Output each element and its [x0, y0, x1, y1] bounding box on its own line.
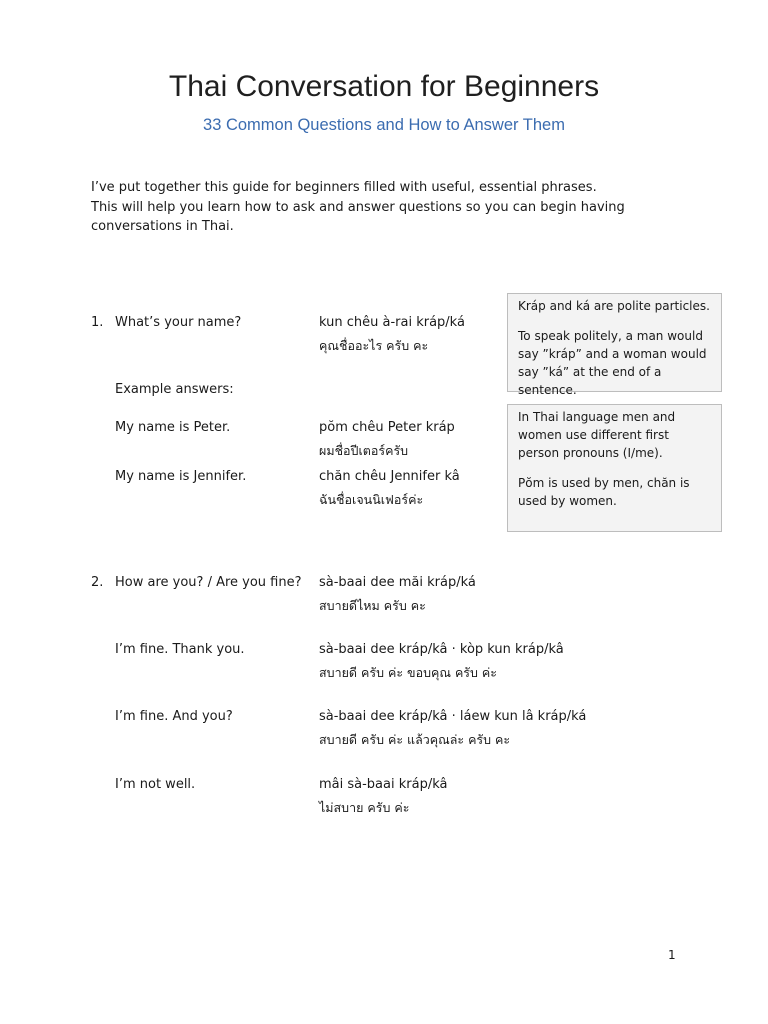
intro-paragraph: This will help you learn how to ask and answer questions so you can begin having conversations in Thai.: [91, 199, 625, 234]
note-box-pronouns: [507, 404, 722, 532]
note-paragraph: Kráp and ká are polite particles.: [518, 299, 710, 313]
note-paragraph: To speak politely, a man would say ”kráp” and a woman would say ”ká” at the end of a sentence.: [518, 329, 707, 397]
question-number: 1.: [91, 315, 104, 330]
note-paragraph: In Thai language men and women use different first person pronouns (I/me).: [518, 410, 676, 460]
page-subtitle: 33 Common Questions and How to Answer Them: [203, 116, 565, 134]
answer-english: My name is Jennifer.: [115, 469, 247, 484]
example-answers-label: Example answers:: [115, 382, 234, 397]
answer-english: I’m fine. Thank you.: [115, 642, 245, 657]
answer-english: I’m not well.: [115, 777, 196, 792]
intro-paragraph: I’ve put together this guide for beginners filled with useful, essential phrases.: [91, 180, 597, 195]
answer-transliteration: sà-baai dee kráp/kâ · kòp kun kráp/kâ: [319, 642, 564, 657]
answer-thai: ฉันชื่อเจนนิเฟอร์ค่ะ: [319, 492, 424, 507]
question-text: What’s your name?: [115, 315, 242, 330]
question-thai: สบายดีไหม ครับ คะ: [319, 598, 426, 613]
question-transliteration: kun chêu à-rai kráp/ká: [319, 315, 465, 330]
note-paragraph: Pŏm is used by men, chăn is used by women.: [518, 476, 690, 508]
question-thai: คุณชื่ออะไร ครับ คะ: [319, 338, 429, 353]
answer-thai: สบายดี ครับ ค่ะ ขอบคุณ ครับ ค่ะ: [319, 665, 498, 680]
question-number: 2.: [91, 575, 104, 590]
answer-transliteration: pŏm chêu Peter kráp: [319, 420, 455, 435]
answer-transliteration: chăn chêu Jennifer kâ: [319, 469, 460, 484]
answer-transliteration: sà-baai dee kráp/kâ · láew kun lâ kráp/ká: [319, 709, 587, 724]
answer-english: My name is Peter.: [115, 420, 231, 435]
question-text: How are you? / Are you fine?: [115, 575, 302, 590]
answer-transliteration: mâi sà-baai kráp/kâ: [319, 777, 448, 792]
page-number: 1: [668, 948, 676, 962]
answer-thai: ผมชื่อปีเตอร์ครับ: [319, 443, 409, 458]
page-title: Thai Conversation for Beginners: [168, 70, 600, 103]
question-transliteration: sà-baai dee măi kráp/ká: [319, 575, 476, 590]
answer-thai: สบายดี ครับ ค่ะ แล้วคุณล่ะ ครับ คะ: [319, 732, 511, 747]
answer-english: I’m fine. And you?: [115, 709, 233, 724]
intro-text: [91, 178, 651, 237]
note-box-polite-particles: [507, 293, 722, 397]
answer-thai: ไม่สบาย ครับ ค่ะ: [319, 800, 410, 815]
